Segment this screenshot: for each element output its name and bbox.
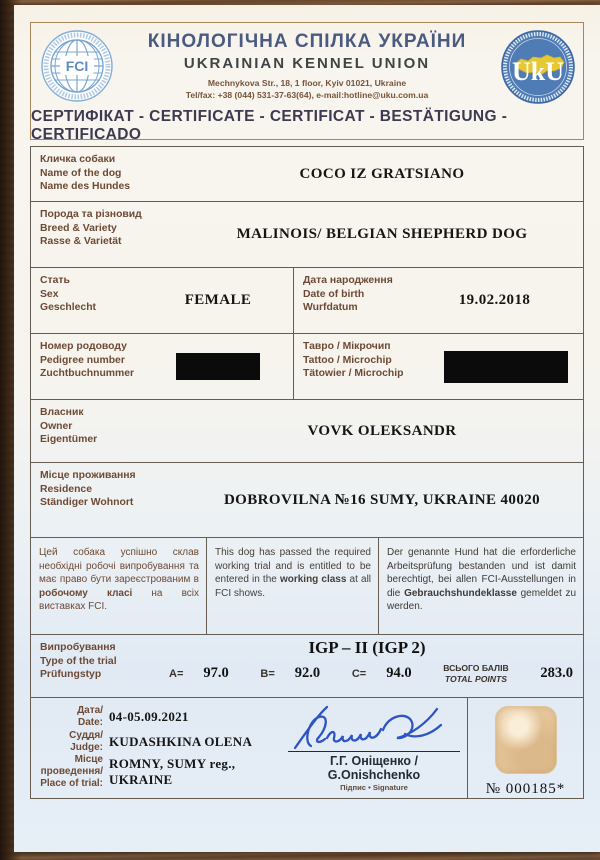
residence-label: Місце проживання Residence Ständiger Wohnort bbox=[40, 470, 136, 509]
certificate-number-cell bbox=[467, 698, 583, 798]
score-b: B= 92.0 bbox=[260, 665, 321, 682]
trial-label: Випробування Type of the trial Prüfungstyp bbox=[40, 642, 117, 681]
hologram-sticker bbox=[495, 706, 557, 774]
signature-ink-icon bbox=[289, 700, 459, 756]
judge-value: KUDASHKINA OLENA bbox=[109, 733, 253, 749]
trial-place bbox=[31, 754, 281, 790]
statement-ukrainian: Цей собака успішно склав необхідні робочі випробування та має право бути зареєстрованим в робочому класі на всіх виставках FCI. bbox=[31, 538, 207, 634]
owner-label: Власник Owner Eigentümer bbox=[40, 407, 98, 446]
certificate-number: № 000185* bbox=[485, 781, 566, 797]
score-c: C= 94.0 bbox=[351, 665, 412, 682]
sex-label: Стать Sex Geschlecht bbox=[40, 275, 97, 314]
owner-value: VOVK OLEKSANDR bbox=[307, 422, 457, 439]
birth-value: 19.02.2018 bbox=[458, 292, 531, 308]
score-a: A= 97.0 bbox=[169, 665, 229, 682]
row-breed bbox=[31, 201, 583, 267]
row-pedigree-chip bbox=[31, 333, 583, 399]
signatory-name: Г.Г. Оніщенко / G.Onishchenko bbox=[288, 751, 460, 782]
signature-caption: Підпис • Signature bbox=[340, 783, 408, 792]
total-points-value: 283.0 bbox=[540, 665, 573, 682]
place-value: ROMNY, SUMY reg., UKRAINE bbox=[109, 756, 236, 787]
dog-name-value: COCO IZ GRATSIANO bbox=[299, 165, 465, 182]
row-footer bbox=[31, 697, 583, 798]
trial-title: IGP – II (IGP 2) bbox=[308, 638, 426, 657]
org-title: КІНОЛОГІЧНА СПІЛКА УКРАЇНИ bbox=[147, 31, 467, 52]
row-trial bbox=[31, 634, 583, 697]
date-label: Дата/ Date: bbox=[77, 705, 103, 728]
chip-label: Тавро / Мікрочип Tattoo / Microchip Tätowier / Microchip bbox=[303, 341, 404, 380]
certificate-header bbox=[30, 22, 584, 143]
org-address-line1: Mechnykova Str., 18, 1 floor, Kyiv 01021, Ukraine bbox=[207, 78, 407, 88]
svg-text:FCI: FCI bbox=[65, 58, 89, 74]
place-label: Місце проведення/ Place of trial: bbox=[40, 754, 103, 789]
statement-english: This dog has passed the required working trial and is entitled to be entered in the working class at all FCI shows. bbox=[207, 538, 379, 634]
total-points-label: ВСЬОГО БАЛІВ TOTAL POINTS bbox=[443, 663, 509, 684]
pedigree-label: Номер родоводу Pedigree number Zuchtbuchnummer bbox=[40, 341, 135, 380]
sex-value: FEMALE bbox=[184, 292, 252, 308]
judge-label: Суддя/ Judge: bbox=[69, 729, 103, 753]
svg-text:UkU: UkU bbox=[511, 57, 565, 86]
row-residence bbox=[31, 462, 583, 537]
statement-german: Der genannte Hund hat die erforderliche Arbeitsprüfung bestanden und ist damit berechtigt, bei allen FCI-Ausstellungen in die Gebrauchshundeklasse gemeldet zu werden. bbox=[387, 547, 577, 613]
org-subtitle: UKRAINIAN KENNEL UNION bbox=[183, 55, 431, 72]
trial-judge bbox=[31, 730, 281, 754]
pedigree-number-redaction bbox=[176, 353, 260, 380]
org-address bbox=[115, 77, 499, 102]
row-owner bbox=[31, 399, 583, 462]
signature-block bbox=[281, 698, 467, 798]
row-sex-birth bbox=[31, 267, 583, 333]
residence-value: DOBROVILNA №16 SUMY, UKRAINE 40020 bbox=[223, 491, 541, 508]
certificate-table bbox=[30, 146, 584, 799]
breed-value: MALINOIS/ BELGIAN SHEPHERD DOG bbox=[236, 226, 528, 242]
fci-logo-icon bbox=[39, 28, 115, 109]
certificate-paper bbox=[14, 5, 600, 852]
breed-label: Порода та різновид Breed & Variety Rasse & Varietät bbox=[40, 209, 142, 248]
date-value: 04-05.09.2021 bbox=[109, 709, 189, 724]
org-address-line2: Tel/fax: +38 (044) 531-37-63(64), e-mail:hotline@uku.com.ua bbox=[185, 90, 429, 101]
dog-name-label: Кличка собаки Name of the dog Name des Hundes bbox=[40, 154, 131, 193]
row-statement bbox=[31, 537, 583, 634]
row-dog-name bbox=[31, 147, 583, 201]
microchip-redaction bbox=[444, 351, 568, 383]
uku-logo-icon bbox=[499, 28, 577, 111]
trial-scores bbox=[161, 663, 573, 684]
birth-label: Дата народження Date of birth Wurfdatum bbox=[303, 275, 393, 314]
trial-date bbox=[31, 705, 281, 729]
certificate-band-title: СЕРТИФІКАТ - CERTIFICATE - CERTIFICAT - BESTÄTIGUNG - CERTIFICADO bbox=[31, 107, 508, 143]
